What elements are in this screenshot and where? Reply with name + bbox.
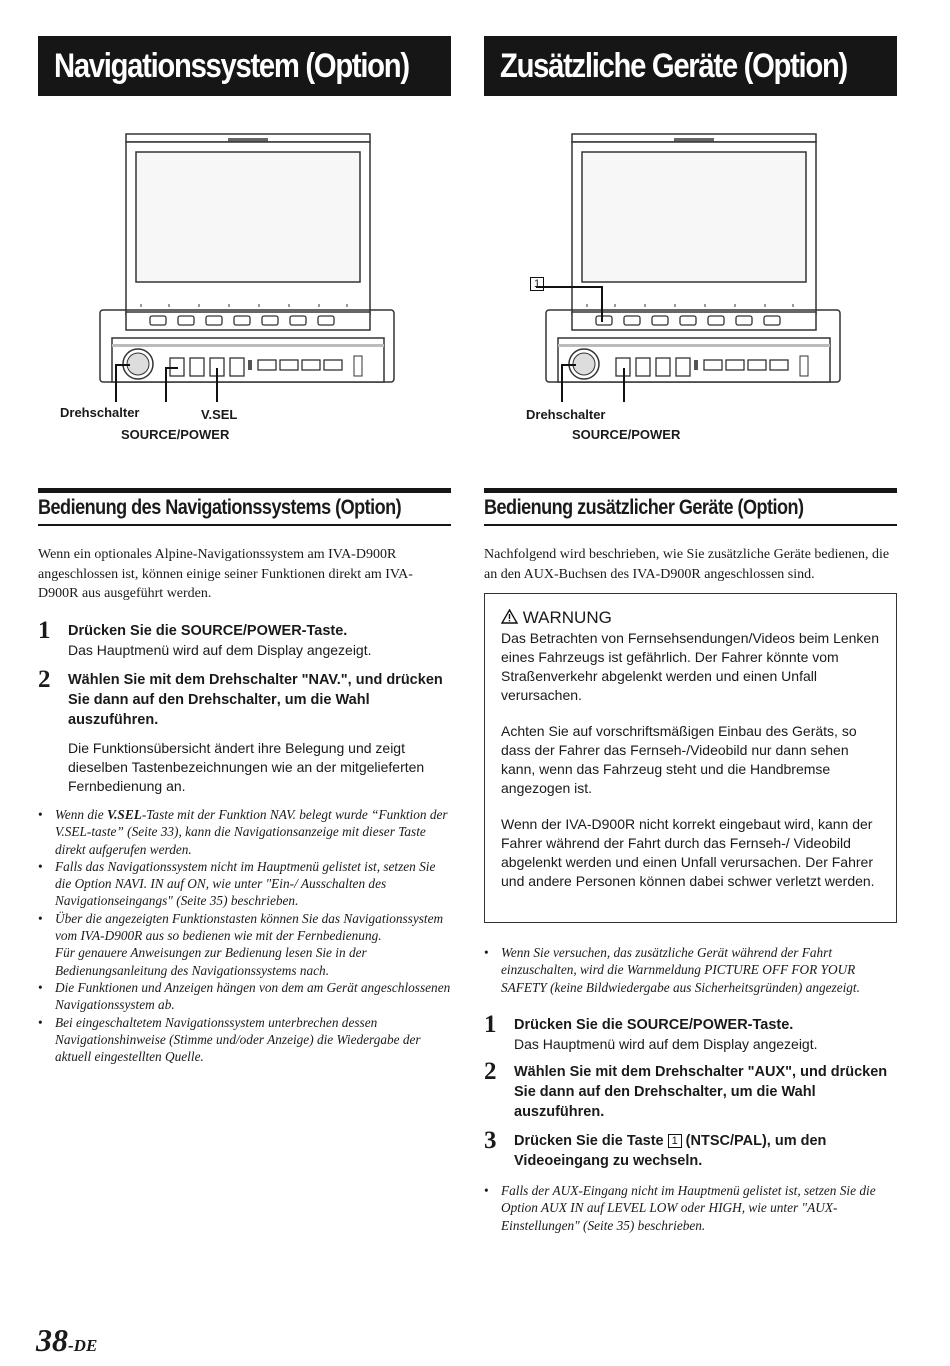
page-number-value: 38 bbox=[36, 1322, 68, 1358]
key-drehschalter: Drehschalter bbox=[188, 692, 277, 708]
section-banner-aux bbox=[484, 36, 897, 96]
note-text: Für genauere Anweisungen zur Bedienung lesen Sie in der Bedienungsanleitung des Navigationssystems nach. bbox=[55, 945, 367, 978]
intro-text: Wenn ein optionales Alpine-Navigationssystem am IVA-D900R angeschlossen ist, können einige seiner Funktionen direkt am IVA-D900R aus ausgeführt werden. bbox=[38, 547, 413, 601]
warning-box bbox=[484, 593, 897, 923]
warning-paragraph: Das Betrachten von Fernsehsendungen/Videos beim Lenken eines Fahrzeugs ist gefährlich. Der Fahrer könnte vom Straßenverkehr abgelenkt werden und einen Unfall verursachen. bbox=[501, 630, 879, 703]
warning-icon bbox=[501, 609, 518, 624]
step-text: -Taste. bbox=[747, 1017, 794, 1033]
step-number: 2 bbox=[38, 666, 51, 693]
note-item: • Wenn Sie versuchen, das zusätzliche Gerät während der Fahrt einzuschalten, wird die Warnmeldung PICTURE OFF FOR YOUR SAFETY (keine Bildwiedergabe aus Sicherheitsgründen) angezeigt. bbox=[484, 944, 897, 996]
warning-paragraph: Achten Sie auf vorschriftsmäßigen Einbau des Geräts, so dass der Fahrer das Fernseh-/Videobild nur dann sehen kann, wenn das Fahrzeug steht und die Handbremse angezogen ist. bbox=[501, 723, 857, 796]
notes-list bbox=[38, 806, 451, 1065]
label-source-power: SOURCE/POWER bbox=[121, 427, 230, 442]
key-source-power: SOURCE/POWER bbox=[180, 623, 302, 639]
label-drehschalter: Drehschalter bbox=[526, 407, 606, 422]
step-1 bbox=[38, 617, 451, 660]
key-drehschalter: Drehschalter bbox=[655, 1064, 744, 1080]
step-1 bbox=[484, 1011, 897, 1054]
step-subtext: Die Funktionsübersicht ändert ihre Belegung und zeigt dieselben Tastenbezeichnungen wie an der mitgelieferten Fernbedienung an. bbox=[68, 740, 425, 794]
key-source-power: SOURCE/POWER bbox=[626, 1017, 748, 1033]
section-heading-navigation bbox=[38, 488, 451, 526]
step-text: Wählen Sie mit dem bbox=[68, 672, 209, 688]
step-text: "AUX", und drücken Sie dann auf den bbox=[514, 1064, 888, 1100]
note-item bbox=[38, 910, 451, 979]
note-item: • Die Funktionen und Anzeigen hängen von dem am Gerät angeschlossenen Navigationssystem ab. bbox=[38, 979, 451, 1014]
step-number: 1 bbox=[38, 617, 51, 644]
label-source-power: SOURCE/POWER bbox=[572, 427, 681, 442]
step-2 bbox=[38, 666, 451, 796]
notes-list bbox=[484, 944, 897, 996]
note-text: • Über die angezeigten Funktionstasten können Sie das Navigationssystem vom IVA-D900R aus so bedienen wie mit der Fernbedienung. bbox=[55, 910, 444, 944]
callout-box-1: 1 bbox=[530, 277, 544, 291]
step-text: -Taste. bbox=[301, 623, 348, 639]
key-drehschalter: Drehschalter bbox=[209, 672, 298, 688]
intro-text: Nachfolgend wird beschrieben, wie Sie zusätzliche Geräte bedienen, die an den AUX-Buchsen des IVA-D900R angeschlossen sind. bbox=[484, 547, 890, 582]
step-number: 2 bbox=[484, 1058, 497, 1085]
section-heading-aux bbox=[484, 488, 897, 526]
label-drehschalter: Drehschalter bbox=[60, 405, 140, 420]
note-item bbox=[38, 806, 451, 858]
warning-title-text: WARNUNG bbox=[522, 608, 612, 627]
step-text: Drücken Sie die bbox=[68, 623, 181, 639]
key-ntsc-pal: NTSC/PAL bbox=[690, 1133, 762, 1149]
step-text: ( bbox=[681, 1133, 691, 1149]
head-unit-illustration bbox=[98, 132, 398, 402]
banner-title: Navigationssystem (Option) bbox=[54, 47, 409, 85]
step-text: Drücken Sie die Taste bbox=[514, 1133, 668, 1149]
head-unit-illustration bbox=[514, 132, 844, 402]
note-text: -Taste mit der Funktion NAV. belegt wurde “Funktion der V.SEL-taste” (Seite 33), kann die Navigationsanzeige mit dieser Taste direkt aufgerufen werden. bbox=[55, 807, 448, 857]
section-heading-text: Bedienung des Navigationssystems (Option) bbox=[38, 496, 402, 519]
step-number: 3 bbox=[484, 1127, 497, 1154]
step-text: ), um den Videoeingang zu wechseln. bbox=[514, 1133, 827, 1169]
step-subtext: Das Hauptmenü wird auf dem Display angezeigt. bbox=[68, 642, 372, 658]
notes-list bbox=[484, 1182, 897, 1234]
step-number: 1 bbox=[484, 1011, 497, 1038]
key-box-1: 1 bbox=[668, 1134, 682, 1148]
step-text: "NAV.", und drücken Sie dann auf den bbox=[68, 672, 443, 708]
note-bold: V.SEL bbox=[106, 807, 142, 822]
section-banner-navigation bbox=[38, 36, 451, 96]
step-subtext: Das Hauptmenü wird auf dem Display angezeigt. bbox=[514, 1036, 818, 1052]
step-text: Wählen Sie mit dem bbox=[514, 1064, 655, 1080]
label-vsel: V.SEL bbox=[201, 407, 238, 422]
step-text: , um die Wahl auszuführen. bbox=[68, 692, 370, 728]
step-3 bbox=[484, 1127, 897, 1171]
page-number-suffix: -DE bbox=[68, 1336, 98, 1355]
note-item: • Bei eingeschaltetem Navigationssystem unterbrechen dessen Navigationshinweise (Stimme und/oder Anzeige) die Wiedergabe der aktuell eingestellten Quelle. bbox=[38, 1014, 451, 1066]
note-item: • Falls der AUX-Eingang nicht im Hauptmenü gelistet ist, setzen Sie die Option AUX IN auf LEVEL LOW oder HIGH, wie unter "AUX-Einstellungen" (Seite 35) beschrieben. bbox=[484, 1182, 897, 1234]
section-heading-text: Bedienung zusätzlicher Geräte (Option) bbox=[484, 496, 804, 519]
warning-paragraph: Wenn der IVA-D900R nicht korrekt eingebaut wird, kann der Fahrer während der Fahrt durch das Fernseh-/ Videobild abgelenkt werden und einen Unfall verursachen. Der Fahrer und andere Personen können dabei schwer verletzt werden. bbox=[501, 816, 875, 889]
page-number bbox=[36, 1322, 97, 1359]
warning-title bbox=[501, 608, 880, 627]
step-text: Drücken Sie die bbox=[514, 1017, 627, 1033]
step-text: , um die Wahl auszuführen. bbox=[514, 1084, 816, 1120]
note-text: Wenn die bbox=[55, 807, 107, 822]
key-drehschalter: Drehschalter bbox=[634, 1084, 723, 1100]
note-item: • Falls das Navigationssystem nicht im Hauptmenü gelistet ist, setzen Sie die Option NAVI. IN auf ON, wie unter "Ein-/ Ausschalten des Navigationseingangs" (Seite 35) beschrieben. bbox=[38, 858, 451, 910]
step-2 bbox=[484, 1058, 897, 1122]
banner-title: Zusätzliche Geräte (Option) bbox=[500, 47, 847, 85]
